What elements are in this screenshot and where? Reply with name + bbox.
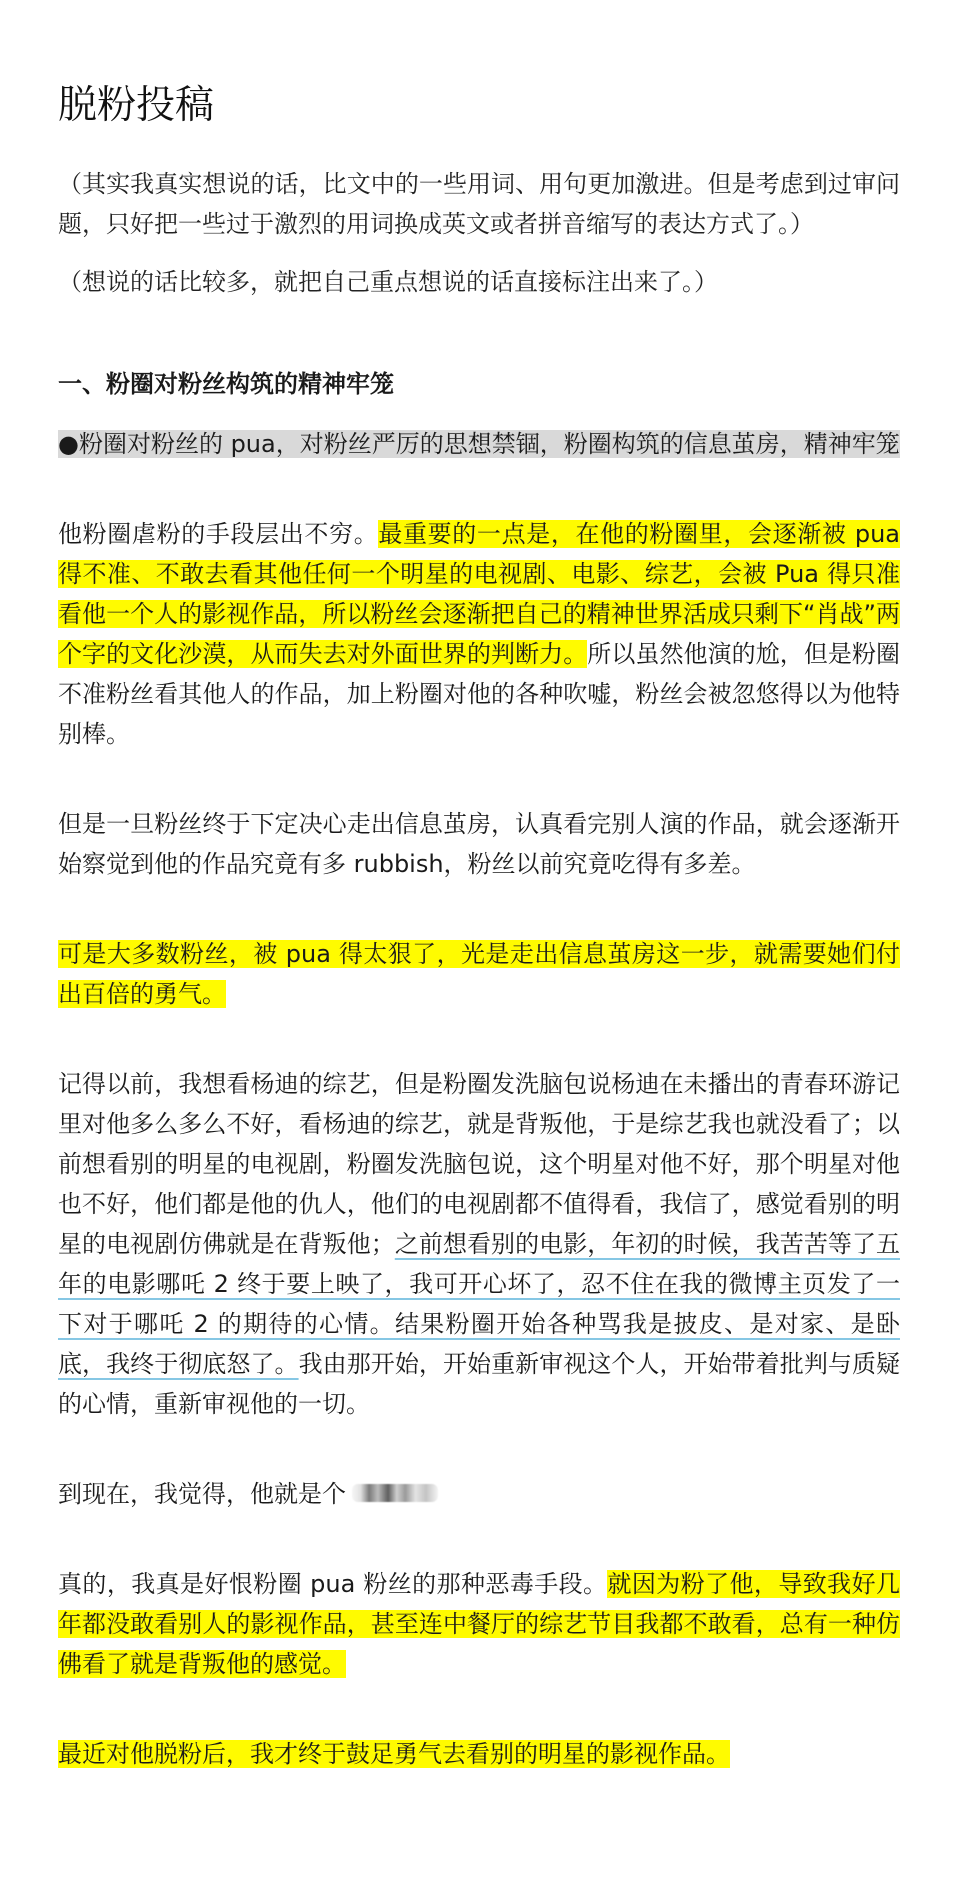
paragraph-7 bbox=[58, 1734, 900, 1774]
paragraph-6-highlight: 就因为粉了他，导致我好几年都没敢看别人的影视作品，甚至连中餐厅的综艺节目我都不敢看，总有一种仿佛看了就是背叛他的感觉。 bbox=[58, 1570, 900, 1678]
paragraph-4-text-a: 记得以前，我想看杨迪的综艺，但是粉圈发洗脑包说杨迪在未播出的青春环游记里对他多么多么不好，看杨迪的综艺，就是背叛他，于是综艺我也就没看了；以前想看别的明星的电视剧，粉圈发洗脑包说，这个明星对他不好，那个明星对他也不好，他们都是他的仇人，他们的电视剧都不值得看，我信了，感觉看别的明星的电视剧仿佛就是在背叛他； bbox=[58, 1070, 900, 1258]
redaction-blur bbox=[352, 1484, 438, 1502]
paragraph-4-text-c: 我由那开始，开始重新审视这个人，开始带着批判与质疑的心情，重新审视他的一切。 bbox=[58, 1350, 901, 1418]
note-paragraph-2: （想说的话比较多，就把自己重点想说的话直接标注出来了。） bbox=[58, 268, 718, 296]
paragraph-6-text-a: 真的，我真是好恨粉圈 pua 粉丝的那种恶毒手段。 bbox=[58, 1570, 608, 1598]
gray-highlight-text: ●粉圈对粉丝的 pua，对粉丝严厉的思想禁锢，粉圈构筑的信息茧房，精神牢笼 bbox=[58, 430, 900, 458]
paragraph-5 bbox=[58, 1474, 900, 1514]
doc-title: 脱粉投稿 bbox=[58, 83, 215, 128]
paragraph-7-highlight: 最近对他脱粉后，我才终于鼓足勇气去看别的明星的影视作品。 bbox=[58, 1740, 730, 1768]
paragraph-5-text: 到现在，我觉得，他就是个 bbox=[58, 1480, 346, 1508]
section-heading: 一、粉圈对粉丝构筑的精神牢笼 bbox=[58, 370, 394, 398]
bullet-paragraph bbox=[58, 424, 900, 464]
paragraph-4 bbox=[58, 1064, 900, 1424]
paragraph-1-highlight: 最重要的一点是，在他的粉圈里，会逐渐被 pua 得不准、不敢去看其他任何一个明星的电视剧、电影、综艺，会被 Pua 得只准看他一个人的影视作品，所以粉丝会逐渐把自己的精神世界活成只剩下“肖战”两个字的文化沙漠，从而失去对外面世界的判断力。 bbox=[58, 520, 900, 668]
paragraph-3 bbox=[58, 934, 900, 1014]
note-paragraph-1: （其实我真实想说的话，比文中的一些用词、用句更加激进。但是考虑到过审问题，只好把一些过于激烈的用词换成英文或者拼音缩写的表达方式了。） bbox=[58, 170, 900, 238]
paragraph-1-text-a: 他粉圈虐粉的手段层出不穷。 bbox=[58, 520, 379, 548]
paragraph-1-text-c: 所以虽然他演的尬，但是粉圈不准粉丝看其他人的作品，加上粉圈对他的各种吹嘘，粉丝会被忽悠得以为他特别棒。 bbox=[58, 640, 901, 748]
paragraph-4-underlined: 之前想看别的电影，年初的时候，我苦苦等了五年的电影哪吒 2 终于要上映了，我可开心坏了，忍不住在我的微博主页发了一下对于哪吒 2 的期待的心情。结果粉圈开始各种骂我是披皮、是对家、是卧底，我终于彻底怒了。 bbox=[58, 1230, 900, 1378]
paragraph-3-highlight: 可是大多数粉丝，被 pua 得太狠了，光是走出信息茧房这一步，就需要她们付出百倍的勇气。 bbox=[58, 940, 900, 1008]
paragraph-1 bbox=[58, 514, 900, 754]
paragraph-6 bbox=[58, 1564, 900, 1684]
paragraph-2: 但是一旦粉丝终于下定决心走出信息茧房，认真看完别人演的作品，就会逐渐开始察觉到他的作品究竟有多 rubbish，粉丝以前究竟吃得有多差。 bbox=[58, 810, 900, 878]
